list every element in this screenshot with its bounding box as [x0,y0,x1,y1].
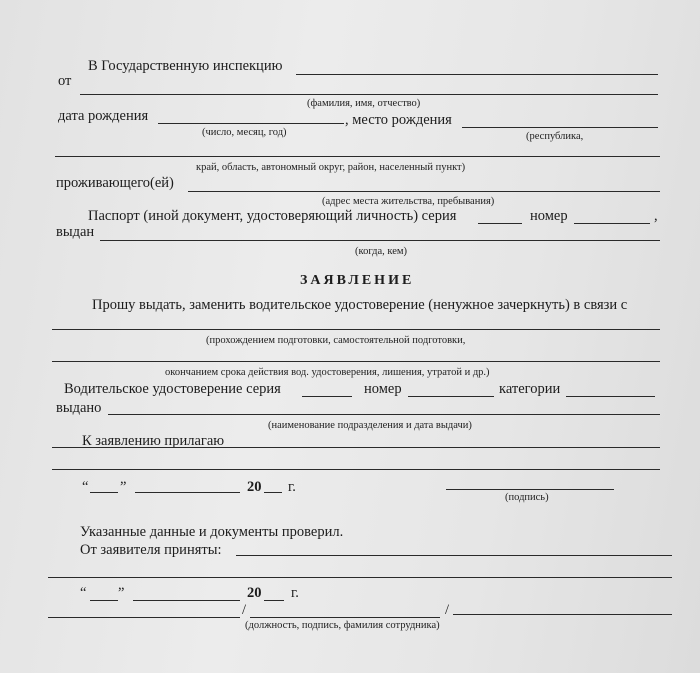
license-categories-label: категории [499,381,561,397]
year-field[interactable] [264,492,282,493]
birth-date-label: дата рождения [58,108,149,124]
license-number-label: номер [364,381,402,397]
license-categories-field[interactable] [566,396,655,397]
inspection-field[interactable] [296,74,658,75]
passport-label: Паспорт (иной документ, удостоверяющий личность) серия [88,208,457,224]
signature-field[interactable] [446,489,614,490]
issued-caption: (когда, кем) [355,246,407,257]
reason-caption: (прохождением подготовки, самостоятельной подготовки, [206,335,466,346]
attachments-field[interactable] [52,447,660,448]
year-prefix: 20 [247,479,262,495]
birth-place-caption: (республика, [526,131,584,142]
accepted-label: От заявителя приняты: [80,542,222,558]
license-issued-label: выдано [56,400,102,416]
month-field-2[interactable] [133,600,240,601]
birth-date-field[interactable] [158,123,344,124]
birth-place-field-2[interactable] [55,156,660,157]
month-field[interactable] [135,492,240,493]
year-field-2[interactable] [264,600,284,601]
year-suffix-2: г. [291,585,299,601]
reason-field[interactable] [52,329,660,330]
passport-number-field[interactable] [574,223,650,224]
close-quote-2: ” [118,585,125,601]
inspection-label: В Государственную инспекцию [88,58,283,74]
request-text: Прошу выдать, заменить водительское удостоверение (ненужное зачеркнуть) в связи с [92,297,628,313]
slash-1: / [242,602,247,618]
close-quote: ” [120,479,127,495]
signature-caption: (подпись) [505,492,549,503]
employee-caption: (должность, подпись, фамилия сотрудника) [245,620,440,631]
birth-place-field[interactable] [462,127,658,128]
full-name-caption: (фамилия, имя, отчество) [307,98,421,109]
residing-label: проживающего(ей) [56,175,174,191]
statement-title: ЗАЯВЛЕНИЕ [300,273,415,288]
attached-label: К заявлению прилагаю [82,433,225,449]
passport-series-field[interactable] [478,223,522,224]
day-field[interactable] [90,492,118,493]
slash-2: / [445,602,450,618]
employee-name-field[interactable] [453,614,672,615]
year-prefix-2: 20 [247,585,262,601]
license-issued-caption: (наименование подразделения и дата выдачи) [268,420,472,431]
employee-signature-field[interactable] [250,617,440,618]
license-series-label: Водительское удостоверение серия [64,381,281,397]
issued-label: выдан [56,224,95,240]
open-quote: “ [82,479,89,495]
license-issued-field[interactable] [108,414,660,415]
full-name-field[interactable] [80,94,658,95]
open-quote-2: “ [80,585,87,601]
reason-field-2[interactable] [52,361,660,362]
address-caption: (адрес места жительства, пребывания) [322,196,495,207]
attachments-field-2[interactable] [52,469,660,470]
passport-issued-field[interactable] [100,240,660,241]
passport-number-label: номер [530,208,568,224]
birth-place-label: , место рождения [345,112,452,128]
accepted-field[interactable] [236,555,672,556]
reason-caption-2: окончанием срока действия вод. удостоверения, лишения, утратой и др.) [165,367,490,378]
license-series-field[interactable] [302,396,352,397]
birth-place-caption-2: край, область, автономный округ, район, населенный пункт) [196,162,466,173]
license-number-field[interactable] [408,396,494,397]
birth-date-caption: (число, месяц, год) [202,127,287,138]
day-field-2[interactable] [90,600,118,601]
year-suffix: г. [288,479,296,495]
from-label: от [58,73,72,89]
address-field[interactable] [188,191,660,192]
position-field[interactable] [48,617,240,618]
comma: , [654,208,658,224]
accepted-field-2[interactable] [48,577,672,578]
checked-text: Указанные данные и документы проверил. [80,524,344,540]
